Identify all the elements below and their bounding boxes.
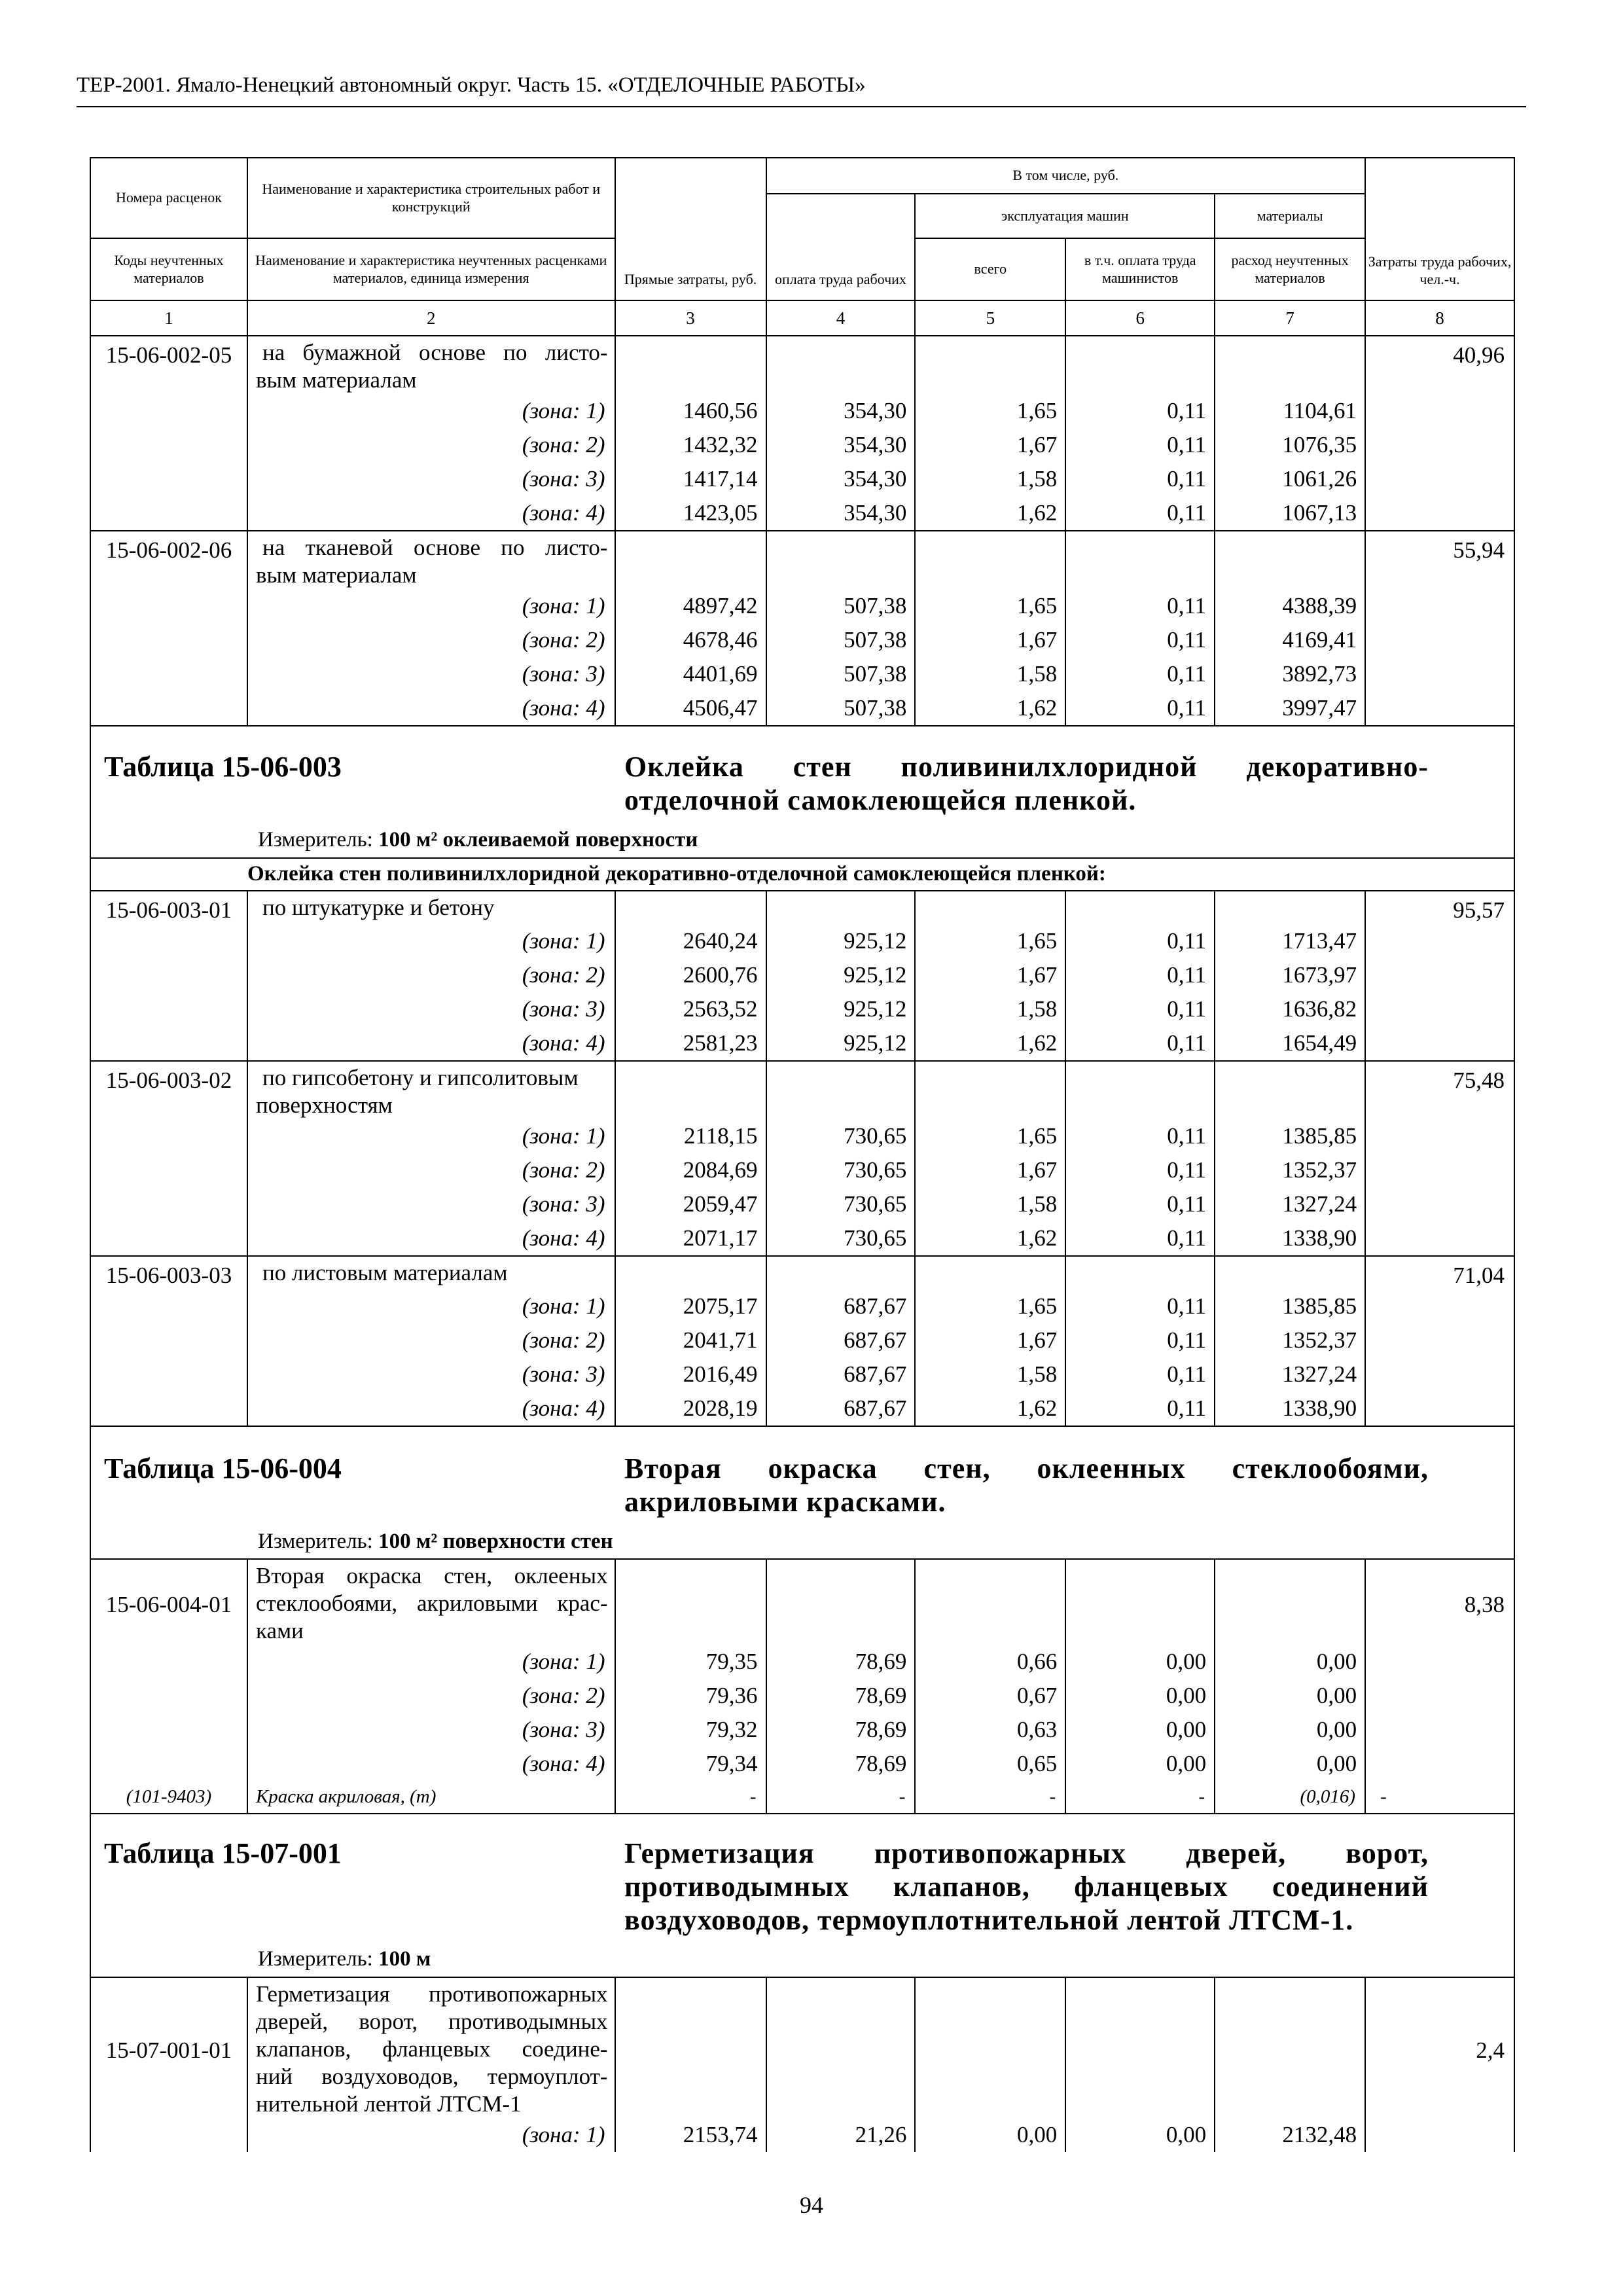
rate-row bbox=[90, 1559, 1514, 1645]
materials: 1654,49 bbox=[1215, 1026, 1365, 1061]
resource-value: - bbox=[915, 1781, 1065, 1814]
resource-value: - bbox=[766, 1781, 916, 1814]
machines-total: 1,67 bbox=[915, 1153, 1065, 1187]
table-label: Таблица 15-06-004 bbox=[104, 1452, 342, 1484]
resource-value: - bbox=[615, 1781, 766, 1814]
materials: 4169,41 bbox=[1215, 623, 1365, 657]
header-material-usage: расход неучтенных материалов bbox=[1215, 238, 1365, 300]
machinists-wages: 0,11 bbox=[1065, 992, 1215, 1026]
wages: 925,12 bbox=[766, 958, 916, 992]
header-direct-costs: Прямые затраты, руб. bbox=[615, 158, 766, 300]
wages: 78,69 bbox=[766, 1747, 916, 1781]
materials: 1636,82 bbox=[1215, 992, 1365, 1026]
machinists-wages: 0,11 bbox=[1065, 1289, 1215, 1323]
direct-cost: 1432,32 bbox=[615, 428, 766, 462]
materials: 1385,85 bbox=[1215, 1119, 1365, 1153]
table-title-block bbox=[90, 1426, 1514, 1560]
wages: 354,30 bbox=[766, 394, 916, 428]
table-title-block bbox=[90, 1814, 1514, 1977]
rate-name-line: вым материалам bbox=[255, 367, 417, 393]
materials: 2132,48 bbox=[1215, 2118, 1365, 2152]
direct-cost: 4506,47 bbox=[615, 691, 766, 726]
machines-total: 1,67 bbox=[915, 1323, 1065, 1357]
materials: 0,00 bbox=[1215, 1645, 1365, 1679]
machines-total: 1,67 bbox=[915, 958, 1065, 992]
materials: 1352,37 bbox=[1215, 1153, 1365, 1187]
direct-cost: 79,34 bbox=[615, 1747, 766, 1781]
materials: 1338,90 bbox=[1215, 1221, 1365, 1256]
rate-row bbox=[90, 891, 1514, 924]
zone-label: (зона: 2) bbox=[247, 958, 615, 992]
machines-total: 1,58 bbox=[915, 462, 1065, 496]
machinists-wages: 0,00 bbox=[1065, 2118, 1215, 2152]
machinists-wages: 0,11 bbox=[1065, 691, 1215, 726]
header-incl: В том числе, руб. bbox=[766, 158, 1366, 194]
machinists-wages: 0,00 bbox=[1065, 1747, 1215, 1781]
wages: 507,38 bbox=[766, 657, 916, 691]
rate-code: 15-06-002-06 bbox=[90, 531, 247, 589]
wages: 354,30 bbox=[766, 496, 916, 531]
machines-total: 1,67 bbox=[915, 623, 1065, 657]
zone-label: (зона: 3) bbox=[247, 462, 615, 496]
zone-label: (зона: 3) bbox=[247, 657, 615, 691]
header-name-unaccounted: Наименование и характеристика неучтенных расценками материалов, единица измерения bbox=[247, 238, 615, 300]
zone-label: (зона: 1) bbox=[247, 1645, 615, 1679]
machinists-wages: 0,11 bbox=[1065, 1119, 1215, 1153]
machinists-wages: 0,11 bbox=[1065, 589, 1215, 623]
rate-name-line: по листовым материалам bbox=[247, 1256, 615, 1289]
rate-row bbox=[90, 1977, 1514, 2118]
meter-value: 100 м² оклеиваемой поверхности bbox=[378, 828, 698, 852]
wages: 687,67 bbox=[766, 1289, 916, 1323]
meter-prefix: Измеритель: bbox=[258, 1529, 373, 1553]
rate-name-line: на тканевой основе по листо- bbox=[262, 535, 608, 560]
machines-total: 1,65 bbox=[915, 394, 1065, 428]
labor-cost: 55,94 bbox=[1365, 531, 1514, 589]
materials: 1104,61 bbox=[1215, 394, 1365, 428]
resource-usage: (0,016) bbox=[1215, 1781, 1365, 1814]
machinists-wages: 0,11 bbox=[1065, 1026, 1215, 1061]
wages: 925,12 bbox=[766, 1026, 916, 1061]
col-number: 5 bbox=[915, 300, 1065, 336]
zone-label: (зона: 4) bbox=[247, 1026, 615, 1061]
header-name: Наименование и характеристика строительных работ и конструкций bbox=[247, 158, 615, 238]
resource-row bbox=[90, 1781, 1514, 1814]
rate-name-line: стеклообоями, акриловыми крас- bbox=[255, 1590, 608, 1617]
labor-cost: 40,96 bbox=[1365, 336, 1514, 394]
rate-name-line: клапанов, фланцевых соедине- bbox=[255, 2036, 608, 2062]
direct-cost: 2153,74 bbox=[615, 2118, 766, 2152]
direct-cost: 2071,17 bbox=[615, 1221, 766, 1256]
wages: 730,65 bbox=[766, 1119, 916, 1153]
machines-total: 0,67 bbox=[915, 1679, 1065, 1713]
header-codes-unaccounted: Коды неучтенных материалов bbox=[90, 238, 247, 300]
materials: 1673,97 bbox=[1215, 958, 1365, 992]
header-machines: эксплуатация машин bbox=[915, 194, 1215, 238]
col-number: 4 bbox=[766, 300, 916, 336]
materials: 1338,90 bbox=[1215, 1391, 1365, 1426]
col-number: 7 bbox=[1215, 300, 1365, 336]
col-number: 8 bbox=[1365, 300, 1514, 336]
machines-total: 1,65 bbox=[915, 589, 1065, 623]
table-label: Таблица 15-07-001 bbox=[104, 1837, 342, 1870]
wages: 730,65 bbox=[766, 1153, 916, 1187]
rate-name-line: вым материалам bbox=[255, 562, 417, 588]
zone-label: (зона: 3) bbox=[247, 1357, 615, 1391]
rate-name-line: по гипсобетону и гипсолитовым bbox=[262, 1064, 579, 1090]
machinists-wages: 0,11 bbox=[1065, 1187, 1215, 1221]
header-codes: Номера расценок bbox=[90, 158, 247, 238]
materials: 4388,39 bbox=[1215, 589, 1365, 623]
wages: 687,67 bbox=[766, 1323, 916, 1357]
materials: 1352,37 bbox=[1215, 1323, 1365, 1357]
zone-label: (зона: 4) bbox=[247, 1221, 615, 1256]
resource-name: Краска акриловая, (т) bbox=[247, 1781, 615, 1814]
col-number: 1 bbox=[90, 300, 247, 336]
wages: 78,69 bbox=[766, 1679, 916, 1713]
col-number: 3 bbox=[615, 300, 766, 336]
labor-cost: 8,38 bbox=[1365, 1559, 1514, 1645]
machinists-wages: 0,00 bbox=[1065, 1713, 1215, 1747]
zone-label: (зона: 3) bbox=[247, 1187, 615, 1221]
zone-label: (зона: 1) bbox=[247, 394, 615, 428]
machinists-wages: 0,11 bbox=[1065, 496, 1215, 531]
machinists-wages: 0,11 bbox=[1065, 1323, 1215, 1357]
machines-total: 1,62 bbox=[915, 1221, 1065, 1256]
wages: 687,67 bbox=[766, 1391, 916, 1426]
machinists-wages: 0,11 bbox=[1065, 394, 1215, 428]
rate-row bbox=[90, 336, 1514, 394]
wages: 730,65 bbox=[766, 1187, 916, 1221]
labor-cost: 2,4 bbox=[1365, 1977, 1514, 2118]
machines-total: 1,62 bbox=[915, 1026, 1065, 1061]
direct-cost: 2563,52 bbox=[615, 992, 766, 1026]
rate-row bbox=[90, 1256, 1514, 1289]
labor-cost: 75,48 bbox=[1365, 1061, 1514, 1119]
rate-name-line: Герметизация противопожарных bbox=[255, 1981, 608, 2007]
machines-total: 1,62 bbox=[915, 691, 1065, 726]
header-wages: оплата труда рабочих bbox=[766, 194, 916, 300]
rate-row bbox=[90, 1061, 1514, 1119]
machinists-wages: 0,11 bbox=[1065, 1357, 1215, 1391]
header-machinists-wages: в т.ч. оплата труда машинистов bbox=[1065, 238, 1215, 300]
zone-label: (зона: 4) bbox=[247, 1747, 615, 1781]
header-machines-total: всего bbox=[915, 238, 1065, 300]
zone-label: (зона: 2) bbox=[247, 1323, 615, 1357]
direct-cost: 2059,47 bbox=[615, 1187, 766, 1221]
direct-cost: 2041,71 bbox=[615, 1323, 766, 1357]
machinists-wages: 0,11 bbox=[1065, 1391, 1215, 1426]
wages: 925,12 bbox=[766, 924, 916, 958]
materials: 0,00 bbox=[1215, 1679, 1365, 1713]
machines-total: 0,00 bbox=[915, 2118, 1065, 2152]
direct-cost: 2084,69 bbox=[615, 1153, 766, 1187]
rate-code: 15-06-003-02 bbox=[90, 1061, 247, 1119]
col-number: 2 bbox=[247, 300, 615, 336]
labor-cost: 71,04 bbox=[1365, 1256, 1514, 1289]
direct-cost: 79,36 bbox=[615, 1679, 766, 1713]
zone-label: (зона: 1) bbox=[247, 589, 615, 623]
zone-label: (зона: 1) bbox=[247, 1119, 615, 1153]
wages: 354,30 bbox=[766, 462, 916, 496]
direct-cost: 79,32 bbox=[615, 1713, 766, 1747]
zone-label: (зона: 1) bbox=[247, 924, 615, 958]
zone-label: (зона: 1) bbox=[247, 2118, 615, 2152]
machines-total: 0,65 bbox=[915, 1747, 1065, 1781]
table-title: Оклейка стен поливинилхлоридной декоративно-отделочной самоклеющейся пленкой. bbox=[624, 751, 1429, 817]
direct-cost: 1417,14 bbox=[615, 462, 766, 496]
page-header: ТЕР-2001. Ямало-Ненецкий автономный округ. Часть 15. «ОТДЕЛОЧНЫЕ РАБОТЫ» bbox=[77, 73, 866, 97]
wages: 507,38 bbox=[766, 691, 916, 726]
rate-name-line: дверей, ворот, противодымных bbox=[255, 2008, 608, 2034]
direct-cost: 4678,46 bbox=[615, 623, 766, 657]
machines-total: 1,62 bbox=[915, 496, 1065, 531]
wages: 507,38 bbox=[766, 589, 916, 623]
materials: 1385,85 bbox=[1215, 1289, 1365, 1323]
materials: 0,00 bbox=[1215, 1747, 1365, 1781]
machines-total: 1,65 bbox=[915, 1119, 1065, 1153]
section-subhead: Оклейка стен поливинилхлоридной декоративно-отделочной самоклеющейся пленкой: bbox=[247, 858, 1514, 891]
machinists-wages: 0,11 bbox=[1065, 623, 1215, 657]
rate-code: 15-07-001-01 bbox=[90, 1977, 247, 2118]
meter-value: 100 м² поверхности стен bbox=[378, 1529, 613, 1553]
wages: 21,26 bbox=[766, 2118, 916, 2152]
meter-prefix: Измеритель: bbox=[258, 828, 373, 852]
table-title: Вторая окраска стен, оклеенных стеклообоями, акриловыми красками. bbox=[624, 1452, 1429, 1518]
machines-total: 1,67 bbox=[915, 428, 1065, 462]
direct-cost: 2600,76 bbox=[615, 958, 766, 992]
direct-cost: 79,35 bbox=[615, 1645, 766, 1679]
direct-cost: 2028,19 bbox=[615, 1391, 766, 1426]
materials: 3997,47 bbox=[1215, 691, 1365, 726]
direct-cost: 2016,49 bbox=[615, 1357, 766, 1391]
meter-prefix: Измеритель: bbox=[258, 1947, 373, 1971]
resource-value: - bbox=[1065, 1781, 1215, 1814]
rate-code: 15-06-002-05 bbox=[90, 336, 247, 394]
rate-name-line: Вторая окраска стен, оклееных bbox=[255, 1563, 608, 1589]
machines-total: 0,63 bbox=[915, 1713, 1065, 1747]
labor-cost: 95,57 bbox=[1365, 891, 1514, 924]
zone-label: (зона: 3) bbox=[247, 1713, 615, 1747]
zone-label: (зона: 2) bbox=[247, 1153, 615, 1187]
direct-cost: 2581,23 bbox=[615, 1026, 766, 1061]
direct-cost: 4897,42 bbox=[615, 589, 766, 623]
machinists-wages: 0,11 bbox=[1065, 428, 1215, 462]
rate-code: 15-06-003-03 bbox=[90, 1256, 247, 1289]
direct-cost: 1460,56 bbox=[615, 394, 766, 428]
direct-cost: 2640,24 bbox=[615, 924, 766, 958]
zone-label: (зона: 4) bbox=[247, 691, 615, 726]
resource-value: - bbox=[1365, 1781, 1514, 1814]
direct-cost: 2075,17 bbox=[615, 1289, 766, 1323]
materials: 1061,26 bbox=[1215, 462, 1365, 496]
zone-label: (зона: 2) bbox=[247, 623, 615, 657]
header-rule bbox=[77, 106, 1526, 107]
zone-label: (зона: 4) bbox=[247, 496, 615, 531]
materials: 0,00 bbox=[1215, 1713, 1365, 1747]
wages: 354,30 bbox=[766, 428, 916, 462]
zone-label: (зона: 4) bbox=[247, 1391, 615, 1426]
zone-label: (зона: 3) bbox=[247, 992, 615, 1026]
machinists-wages: 0,11 bbox=[1065, 1221, 1215, 1256]
materials: 1327,24 bbox=[1215, 1187, 1365, 1221]
direct-cost: 2118,15 bbox=[615, 1119, 766, 1153]
rate-name-line: поверхностям bbox=[255, 1092, 393, 1118]
machines-total: 0,66 bbox=[915, 1645, 1065, 1679]
rate-name-line: на бумажной основе по листо- bbox=[262, 340, 608, 365]
machines-total: 1,65 bbox=[915, 1289, 1065, 1323]
rate-row bbox=[90, 531, 1514, 589]
table-label: Таблица 15-06-003 bbox=[104, 751, 342, 783]
rate-name-line: по штукатурке и бетону bbox=[247, 891, 615, 924]
zone-label: (зона: 2) bbox=[247, 428, 615, 462]
wages: 78,69 bbox=[766, 1713, 916, 1747]
wages: 687,67 bbox=[766, 1357, 916, 1391]
zone-label: (зона: 1) bbox=[247, 1289, 615, 1323]
machinists-wages: 0,11 bbox=[1065, 657, 1215, 691]
materials: 1067,13 bbox=[1215, 496, 1365, 531]
wages: 925,12 bbox=[766, 992, 916, 1026]
col-number: 6 bbox=[1065, 300, 1215, 336]
rate-code: 15-06-003-01 bbox=[90, 891, 247, 924]
machines-total: 1,58 bbox=[915, 1187, 1065, 1221]
table-title-block bbox=[90, 726, 1514, 858]
table-title: Герметизация противопожарных дверей, ворот, противодымных клапанов, фланцевых соединений воздуховодов, термоуплотнительной лентой ЛТСМ-1. bbox=[624, 1837, 1429, 1937]
machinists-wages: 0,11 bbox=[1065, 462, 1215, 496]
header-labor: Затраты труда рабочих, чел.-ч. bbox=[1365, 158, 1514, 300]
materials: 3892,73 bbox=[1215, 657, 1365, 691]
machinists-wages: 0,00 bbox=[1065, 1645, 1215, 1679]
machines-total: 1,62 bbox=[915, 1391, 1065, 1426]
price-table bbox=[90, 157, 1515, 2152]
machinists-wages: 0,11 bbox=[1065, 924, 1215, 958]
machines-total: 1,65 bbox=[915, 924, 1065, 958]
machines-total: 1,58 bbox=[915, 992, 1065, 1026]
direct-cost: 1423,05 bbox=[615, 496, 766, 531]
machinists-wages: 0,11 bbox=[1065, 958, 1215, 992]
zone-label: (зона: 2) bbox=[247, 1679, 615, 1713]
direct-cost: 4401,69 bbox=[615, 657, 766, 691]
page-number: 94 bbox=[800, 2192, 823, 2218]
wages: 78,69 bbox=[766, 1645, 916, 1679]
materials: 1076,35 bbox=[1215, 428, 1365, 462]
materials: 1713,47 bbox=[1215, 924, 1365, 958]
header-materials: материалы bbox=[1215, 194, 1365, 238]
rate-name-line: ками bbox=[255, 1618, 304, 1644]
meter-value: 100 м bbox=[378, 1947, 431, 1971]
resource-code: (101-9403) bbox=[90, 1781, 247, 1814]
wages: 507,38 bbox=[766, 623, 916, 657]
rate-code: 15-06-004-01 bbox=[90, 1559, 247, 1645]
materials: 1327,24 bbox=[1215, 1357, 1365, 1391]
rate-name-line: нительной лентой ЛТСМ-1 bbox=[255, 2090, 522, 2117]
machinists-wages: 0,00 bbox=[1065, 1679, 1215, 1713]
machines-total: 1,58 bbox=[915, 657, 1065, 691]
rate-name-line: ний воздуховодов, термоуплот- bbox=[255, 2063, 608, 2089]
wages: 730,65 bbox=[766, 1221, 916, 1256]
machines-total: 1,58 bbox=[915, 1357, 1065, 1391]
machinists-wages: 0,11 bbox=[1065, 1153, 1215, 1187]
